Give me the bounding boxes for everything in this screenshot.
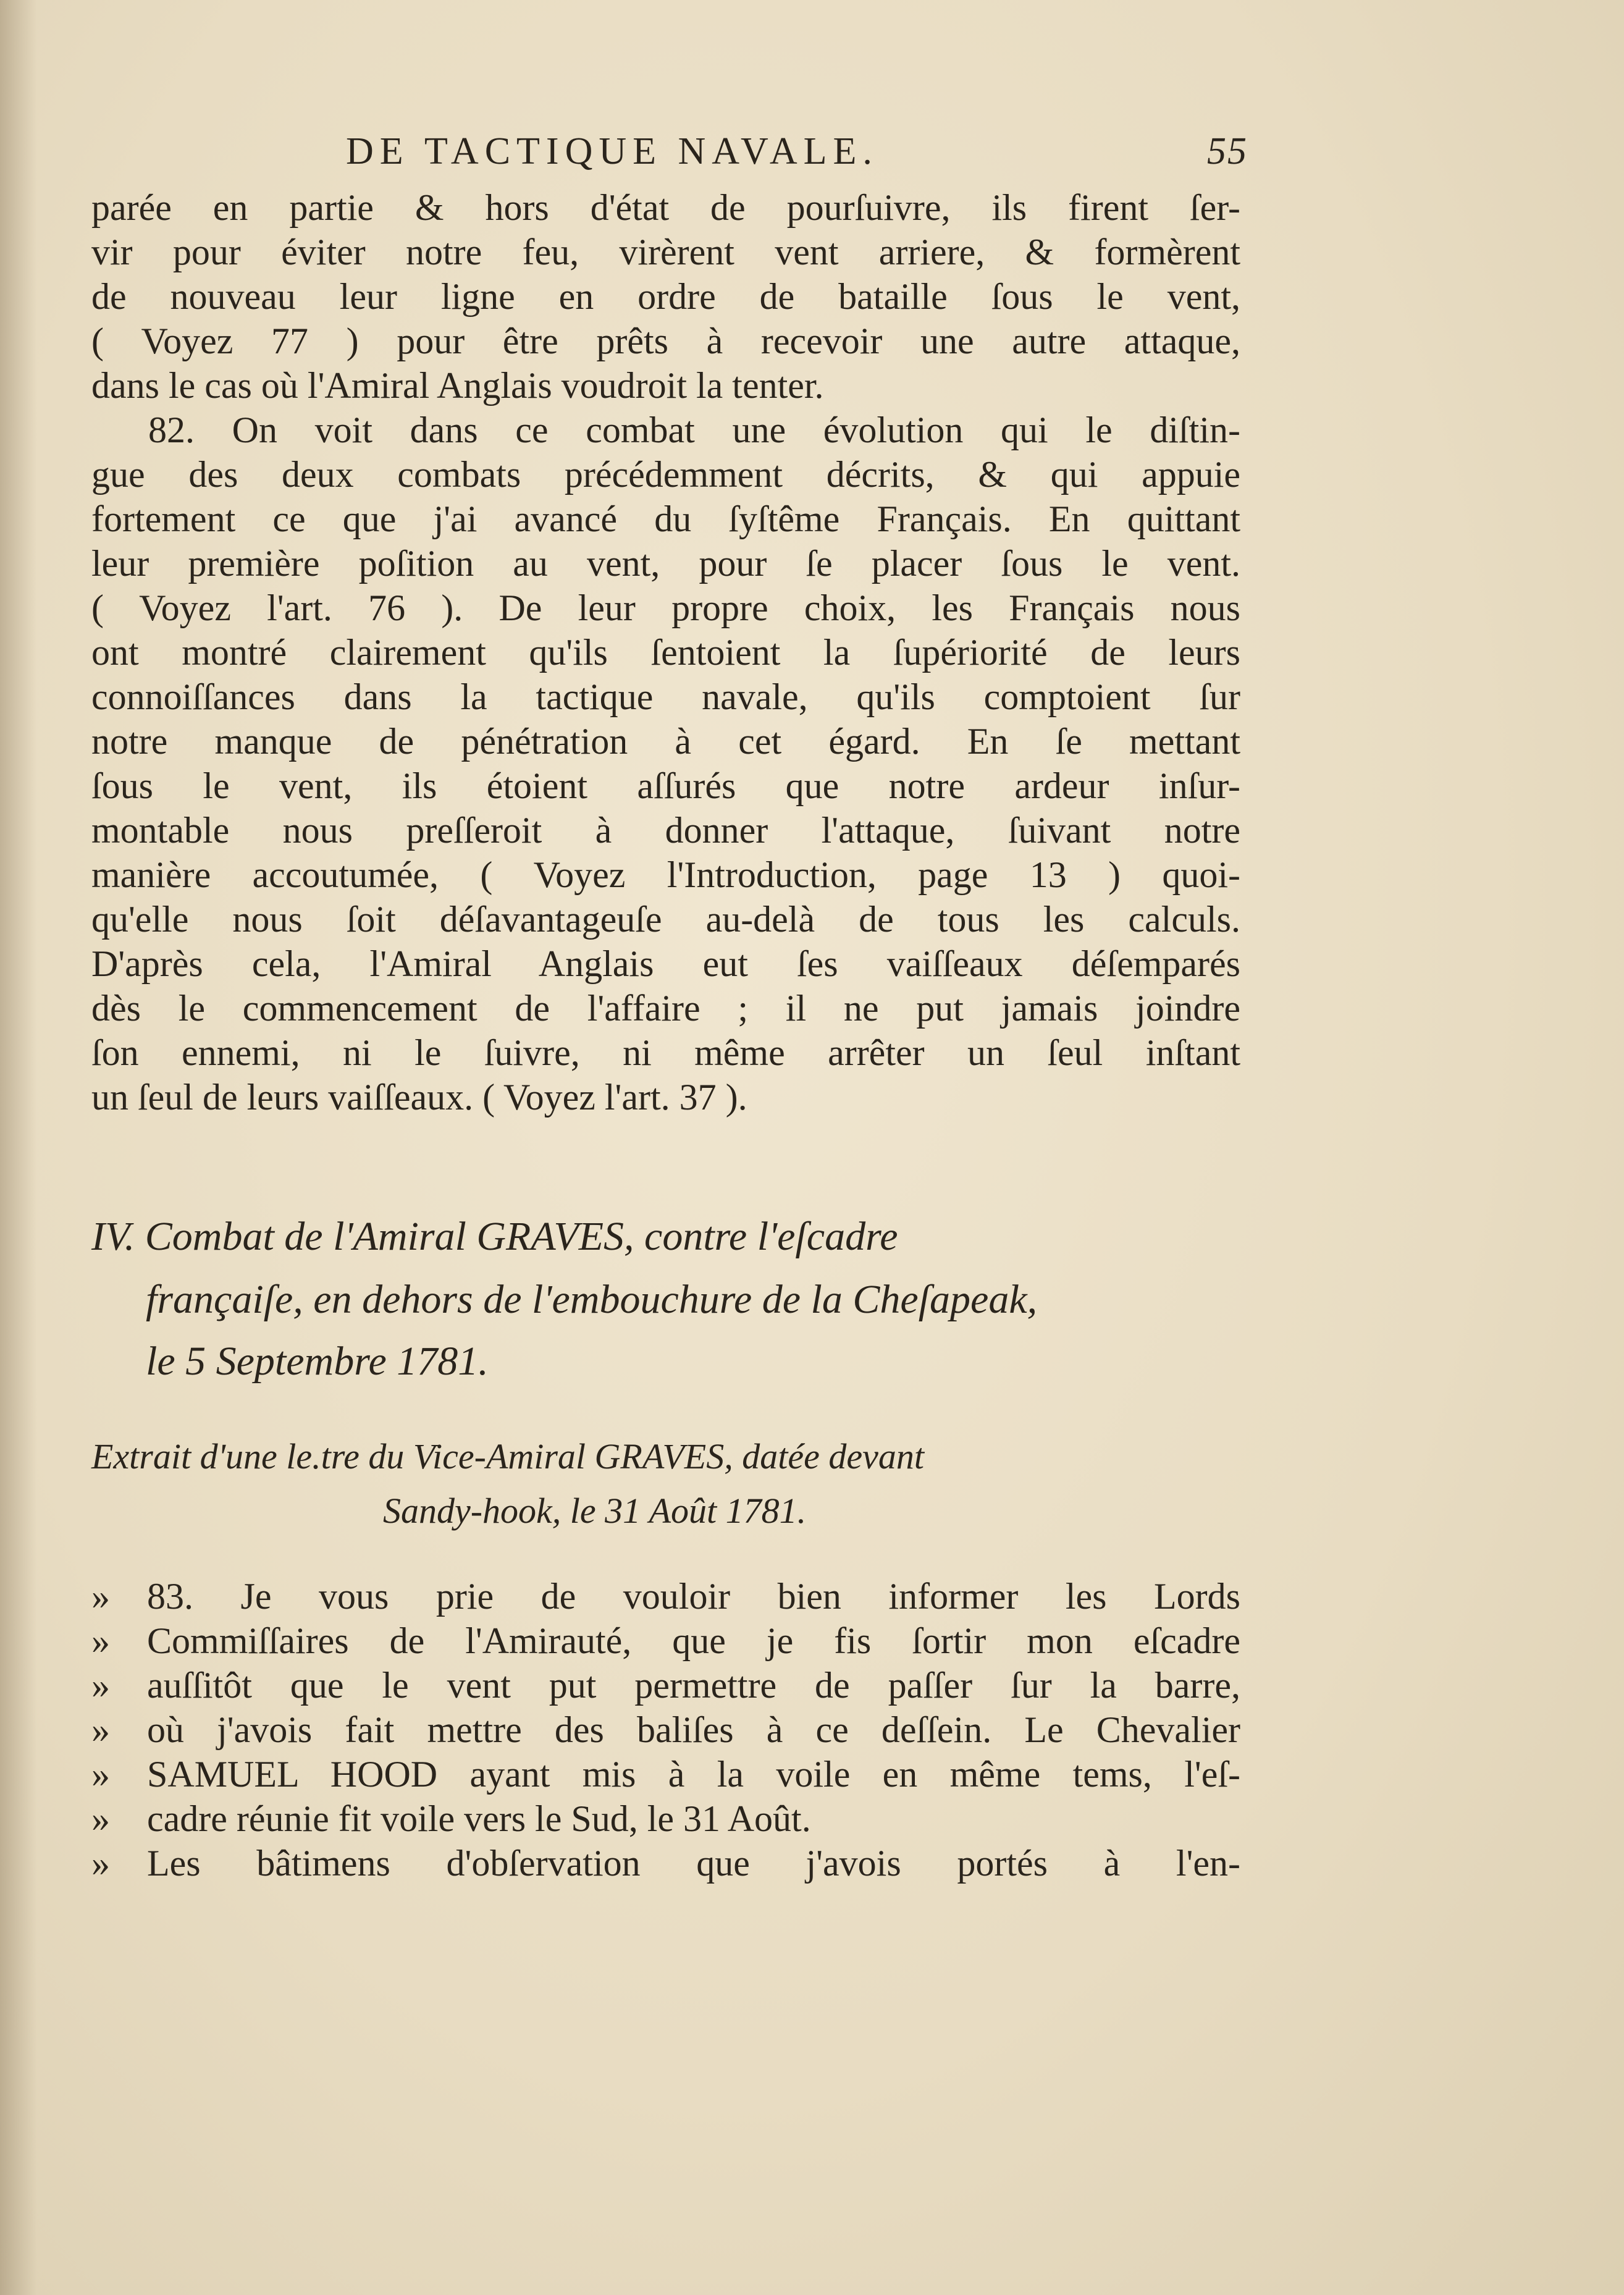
text-line: connoiſſances dans la tactique navale, qu'ils comptoient ſur (91, 676, 1240, 717)
quote-line (91, 1708, 1240, 1752)
quote-line (91, 1619, 1240, 1663)
text-line: montable nous preſſeroit à donner l'attaque, ſuivant notre (91, 810, 1240, 851)
extract-line-1: Extrait d'une le.tre du Vice-Amiral GRAVES, datée devant (91, 1436, 924, 1476)
quote-line (91, 1574, 1240, 1619)
text-line: parée en partie & hors d'état de pourſuivre, ils firent ſer- (91, 187, 1240, 228)
text-line: ( Voyez l'art. 76 ). De leur propre choix, les Français nous (91, 587, 1240, 628)
quote-mark: » (91, 1620, 110, 1661)
text-line: fortement ce que j'ai avancé du ſyſtême Français. En quittant (91, 499, 1240, 539)
text-line: vir pour éviter notre feu, virèrent vent arriere, & formèrent (91, 232, 1240, 272)
page-header (346, 130, 1248, 173)
quote-mark: » (91, 1665, 110, 1706)
text-line: qu'elle nous ſoit déſavantageuſe au-delà de tous les calculs. (91, 899, 1240, 940)
text-line: ſon ennemi, ni le ſuivre, ni même arrêter un ſeul inſtant (91, 1032, 1240, 1073)
text-line: dès le commencement de l'affaire ; il ne put jamais joindre (91, 988, 1240, 1029)
text-line: leur première poſition au vent, pour ſe placer ſous le vent. (91, 543, 1240, 584)
quote-mark: » (91, 1843, 110, 1884)
text-line: de nouveau leur ligne en ordre de bataille ſous le vent, (91, 276, 1240, 317)
quote-text: 83. Je vous prie de vouloir bien informer les Lords (147, 1576, 1240, 1617)
section-heading-line-3: le 5 Septembre 1781. (146, 1339, 489, 1384)
quote-text: cadre réunie fit voile vers le Sud, le 31 Août. (147, 1798, 811, 1839)
section-heading-line-2: françaiſe, en dehors de l'embouchure de la Cheſapeak, (146, 1277, 1038, 1322)
quote-mark: » (91, 1798, 110, 1839)
text-line: gue des deux combats précédemment décrits, & qui appuie (91, 454, 1240, 495)
quote-text: Commiſſaires de l'Amirauté, que je fis ſortir mon eſcadre (147, 1620, 1240, 1661)
quote-mark: » (91, 1754, 110, 1795)
quote-mark: » (91, 1709, 110, 1750)
gutter-shadow (0, 0, 37, 2295)
quote-line (91, 1796, 1240, 1841)
text-line: ont montré clairement qu'ils ſentoient la ſupériorité de leurs (91, 632, 1240, 673)
text-line: ſous le vent, ils étoient aſſurés que notre ardeur inſur- (91, 765, 1240, 806)
page-number: 55 (1207, 130, 1248, 172)
quote-line (91, 1752, 1240, 1796)
running-title: DE TACTIQUE NAVALE. (346, 130, 878, 172)
text-line: un ſeul de leurs vaiſſeaux. ( Voyez l'art. 37 ). (91, 1077, 747, 1118)
quote-text: où j'avois fait mettre des baliſes à ce deſſein. Le Chevalier (147, 1709, 1240, 1750)
quote-text: auſſitôt que le vent put permettre de paſſer ſur la barre, (147, 1665, 1240, 1706)
quote-text: Les bâtimens d'obſervation que j'avois portés à l'en- (147, 1843, 1240, 1884)
text-line: D'après cela, l'Amiral Anglais eut ſes vaiſſeaux déſemparés (91, 943, 1240, 984)
section-heading-line-1: IV. Combat de l'Amiral GRAVES, contre l'eſcadre (91, 1214, 898, 1259)
text-line: ( Voyez 77 ) pour être prêts à recevoir une autre attaque, (91, 321, 1240, 361)
quote-line (91, 1841, 1240, 1885)
text-line: 82. On voit dans ce combat une évolution qui le diſtin- (148, 410, 1240, 450)
text-line: dans le cas où l'Amiral Anglais voudroit la tenter. (91, 365, 824, 406)
quote-line (91, 1663, 1240, 1708)
quote-text: SAMUEL HOOD ayant mis à la voile en même tems, l'eſ- (147, 1754, 1240, 1795)
text-line: manière accoutumée, ( Voyez l'Introduction, page 13 ) quoi- (91, 854, 1240, 895)
text-line: notre manque de pénétration à cet égard. En ſe mettant (91, 721, 1240, 762)
quote-mark: » (91, 1576, 110, 1617)
extract-line-2: Sandy-hook, le 31 Août 1781. (383, 1491, 807, 1531)
